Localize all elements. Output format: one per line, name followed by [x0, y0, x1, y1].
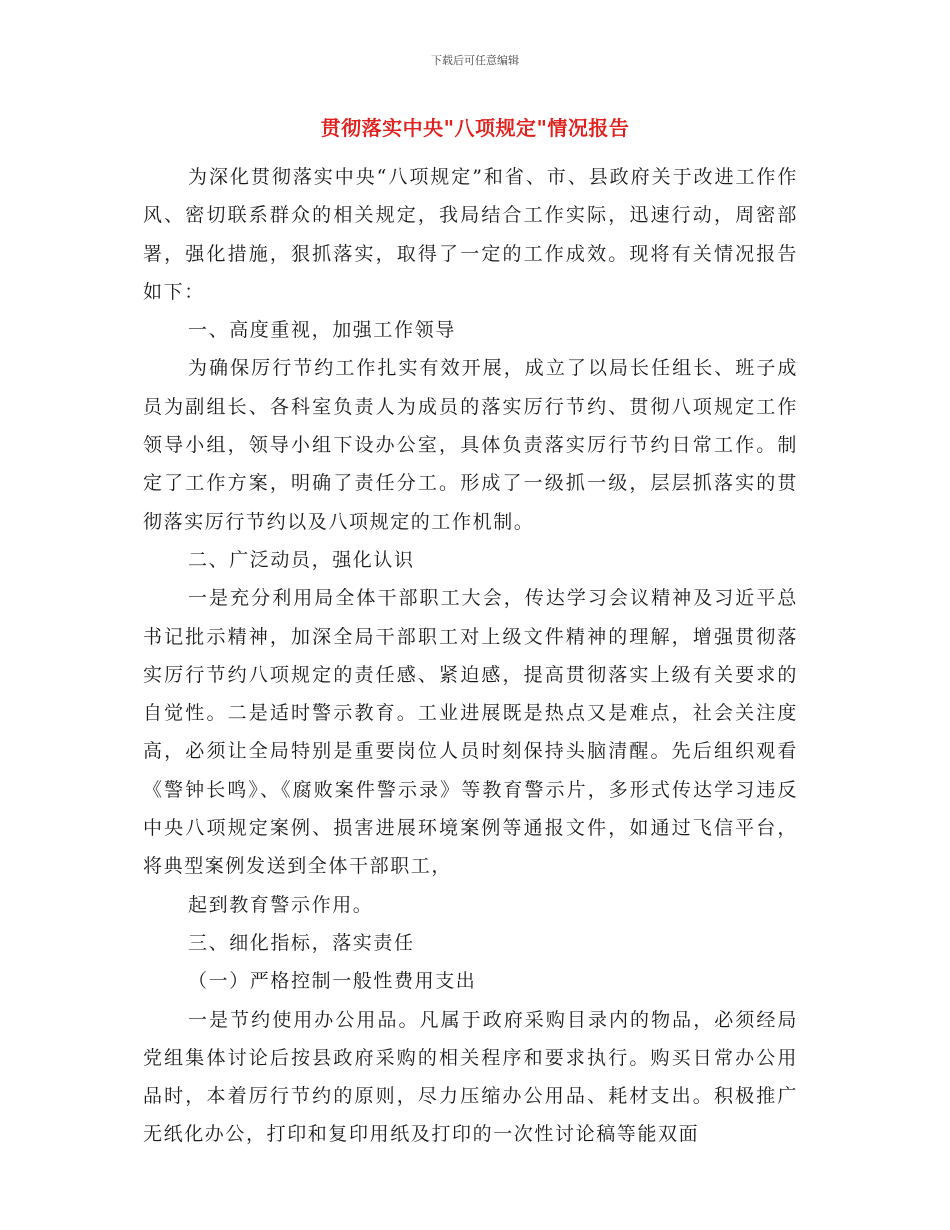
section-heading-2: 二、广泛动员，强化认识: [188, 548, 415, 571]
subsection-heading-3-1: （一）严格控制一般性费用支出: [188, 970, 477, 993]
section-2-paragraph-end: 起到教育警示作用。: [188, 893, 374, 916]
document-body: [143, 158, 798, 1154]
intro-paragraph: 为深化贯彻落实中央“八项规定”和省、市、县政府关于改进工作作风、密切联系群众的相关规定，我局结合工作实际，迅速行动，周密部署，强化措施，狠抓落实，取得了一定的工作成效。现将有关情况报告如下：: [143, 166, 798, 303]
subsection-3-1-paragraph: 一是节约使用办公用品。凡属于政府采购目录内的物品，必须经局党组集体讨论后按县政府采购的相关程序和要求执行。购买日常办公用品时，本着厉行节约的原则，尽力压缩办公用品、耗材支出。积极推广无纸化办公，打印和复印用纸及打印的一次性讨论稿等能双面: [143, 1008, 798, 1146]
page-header-note: 下载后可任意编辑: [431, 54, 519, 67]
section-heading-1: 一、高度重视，加强工作领导: [188, 319, 456, 342]
section-heading-3: 三、细化指标，落实责任: [188, 931, 415, 954]
document-title: 贯彻落实中央"八项规定"情况报告: [320, 116, 630, 140]
section-1-paragraph: 为确保厉行节约工作扎实有效开展，成立了以局长任组长、班子成员为副组长、各科室负责人为成员的落实厉行节约、贯彻八项规定工作领导小组，领导小组下设办公室，具体负责落实厉行节约日常工作。制定了工作方案，明确了责任分工。形成了一级抓一级，层层抓落实的贯彻落实厉行节约以及八项规定的工作机制。: [143, 357, 798, 533]
section-2-paragraph: 一是充分利用局全体干部职工大会，传达学习会议精神及习近平总书记批示精神，加深全局干部职工对上级文件精神的理解，增强贯彻落实厉行节约八项规定的责任感、紧迫感，提高贯彻落实上级有关要求的自觉性。二是适时警示教育。工业进展既是热点又是难点，社会关注度高，必须让全局特别是重要岗位人员时刻保持头脑清醒。先后组织观看《警钟长鸣》、《腐败案件警示录》等教育警示片，多形式传达学习违反中央八项规定案例、损害进展环境案例等通报文件，如通过飞信平台，将典型案例发送到全体干部职工，: [143, 587, 798, 878]
